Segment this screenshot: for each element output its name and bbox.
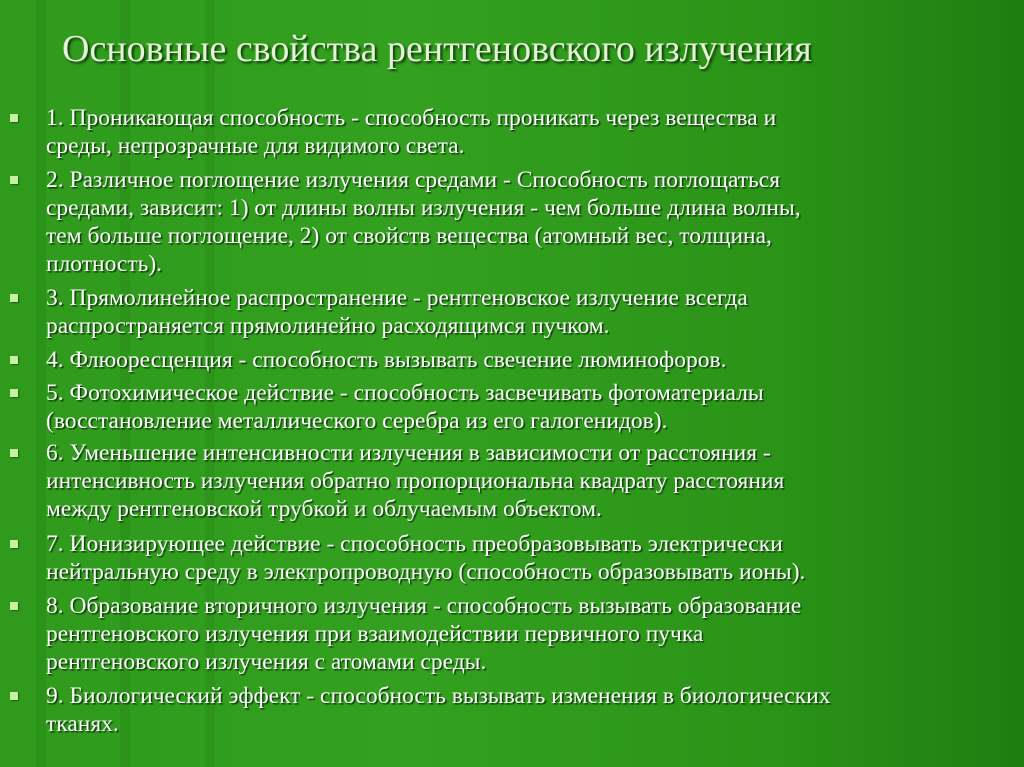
list-item-text: 1. Проникающая способность - способность проникать через вещества и среды, непрозрачные для видимого света. [46, 105, 777, 159]
list-item-text: 4. Флюоресценция - способность вызывать свечение люминофоров. [46, 347, 727, 373]
list-item-text: 7. Ионизирующее действие - способность преобразовывать электрически нейтральную среду в электропроводную (способность образовывать ионы). [46, 531, 806, 585]
list-item-text: 6. Уменьшение интенсивности излучения в зависимости от расстояния - интенсивность излучения обратно пропорциональна квадрату расстояния между рентгеновской трубкой и облучаемым объектом. [46, 440, 785, 522]
slide-title: Основные свойства рентгеновского излучения [62, 28, 812, 70]
square-bullet-icon [10, 294, 18, 302]
square-bullet-icon [10, 176, 18, 184]
list-item-text: 8. Образование вторичного излучения - способность вызывать образование рентгеновского излучения при взаимодействии первичного пучка рентгеновского излучения с атомами среды. [46, 593, 802, 675]
square-bullet-icon [10, 692, 18, 700]
list-item-text: 2. Различное поглощение излучения средами - Способность поглощаться средами, зависит: 1) от длины волны излучения - чем больше длина волны, тем больше поглощение, 2) от свойств вещества (атомный вес, толщина, плотность). [46, 167, 801, 277]
list-item-text: 5. Фотохимическое действие - способность засвечивать фотоматериалы (восстановление металлического серебра из его галогенидов). [46, 380, 764, 434]
square-bullet-icon [10, 389, 18, 397]
square-bullet-icon [10, 356, 18, 364]
square-bullet-icon [10, 114, 18, 122]
square-bullet-icon [10, 540, 18, 548]
list-item-text: 9. Биологический эффект - способность вызывать изменения в биологических тканях. [46, 683, 831, 737]
square-bullet-icon [10, 449, 18, 457]
square-bullet-icon [10, 602, 18, 610]
list-item-text: 3. Прямолинейное распространение - рентгеновское излучение всегда распространяется прямолинейно расходящимся пучком. [46, 285, 748, 339]
